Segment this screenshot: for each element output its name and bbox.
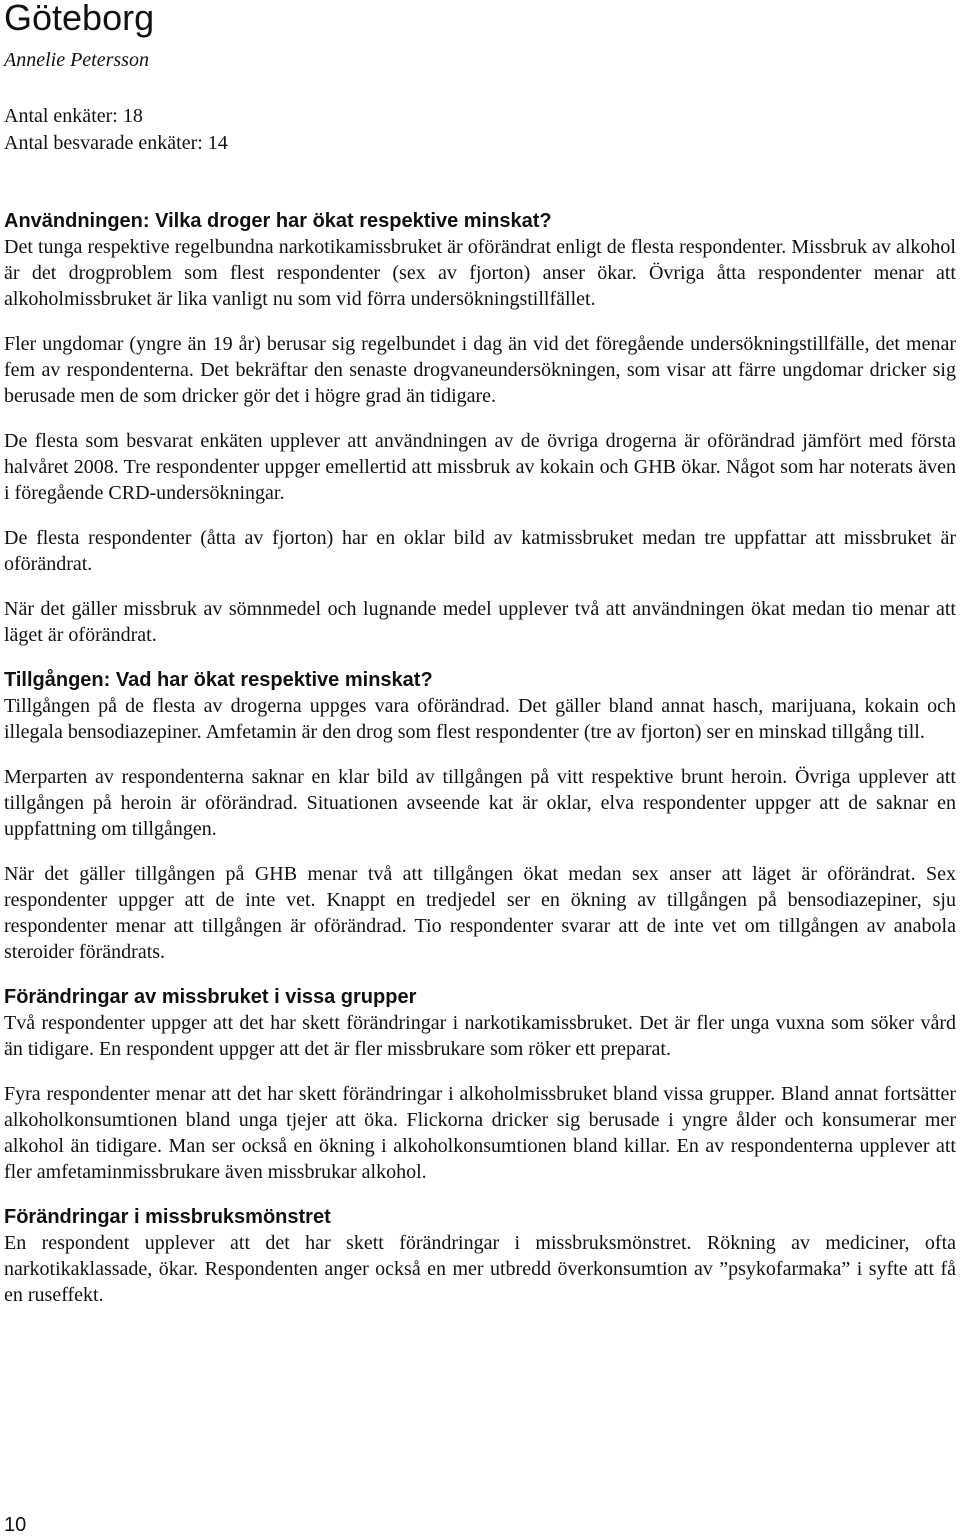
section-heading-group-changes: Förändringar av missbruket i vissa grupper [4, 986, 417, 1008]
paragraph: Två respondenter uppger att det har skett förändringar i narkotikamissbruket. Det är fler unga vuxna som söker vård än tidigare. En respondent uppger att det är fler missbrukare som röker ett preparat. [4, 1012, 956, 1060]
paragraph: De flesta som besvarat enkäten upplever att användningen av de övriga drogerna är oförändrad jämfört med första halvåret 2008. Tre respondenter uppger emellertid att missbruk av kokain och GHB ökar. Något som har noterats även i föregående CRD-undersökningar. [4, 430, 956, 504]
document-body [4, 208, 956, 1327]
paragraph: Fler ungdomar (yngre än 19 år) berusar sig regelbundet i dag än vid det föregående undersökningstillfälle, det menar fem av respondenterna. Det bekräftar den senaste drogvaneundersökningen, som visar att färre ungdomar dricker sig berusade men de som dricker gör det i högre grad än tidigare. [4, 333, 956, 407]
paragraph: När det gäller missbruk av sömnmedel och lugnande medel upplever två att användningen ökat medan tio menar att läget är oförändrat. [4, 598, 956, 646]
author-name: Annelie Petersson [4, 49, 149, 71]
section-heading-pattern-changes: Förändringar i missbruksmönstret [4, 1206, 331, 1228]
paragraph: Fyra respondenter menar att det har skett förändringar i alkoholmissbruket bland vissa grupper. Bland annat fortsätter alkoholkonsumtionen bland unga tjejer att öka. Flickorna dricker sig berusade i yngre ålder och konsumerar mer alkohol än tidigare. Man ser också en ökning i alkoholkonsumtionen bland killar. En av respondenterna upplever att fler amfetaminmissbrukare även missbrukar alkohol. [4, 1083, 956, 1183]
answered-count: Antal besvarade enkäter: 14 [4, 132, 228, 154]
survey-stats [4, 103, 228, 157]
paragraph: Merparten av respondenterna saknar en klar bild av tillgången på vitt respektive brunt heroin. Övriga upplever att tillgången på heroin är oförändrad. Situationen avseende kat är oklar, elva respondenter uppger att de saknar en uppfattning om tillgången. [4, 766, 956, 840]
paragraph: Tillgången på de flesta av drogerna uppges vara oförändrad. Det gäller bland annat hasch, marijuana, kokain och illegala bensodiazepiner. Amfetamin är den drog som flest respondenter (tre av fjorton) ser en minskad tillgång till. [4, 695, 956, 743]
section-heading-availability: Tillgången: Vad har ökat respektive minskat? [4, 669, 433, 691]
paragraph: De flesta respondenter (åtta av fjorton) har en oklar bild av katmissbruket medan tre uppfattar att missbruket är oförändrat. [4, 527, 956, 575]
page-title: Göteborg [4, 0, 155, 38]
paragraph: När det gäller tillgången på GHB menar två att tillgången ökat medan sex anser att läget är oförändrat. Sex respondenter uppger att de inte vet. Knappt en tredjedel ser en ökning av tillgången på bensodiazepiner, sju respondenter menar att tillgången är oförändrad. Tio respondenter svarar att de inte vet om tillgången av anabola steroider förändrats. [4, 863, 956, 963]
page-number: 10 [4, 1514, 27, 1536]
paragraph: En respondent upplever att det har skett förändringar i missbruksmönstret. Rökning av mediciner, ofta narkotikaklassade, ökar. Respondenten anger också en mer utbredd överkonsumtion av ”psykofarmaka” i syfte att få en ruseffekt. [4, 1232, 956, 1306]
survey-count: Antal enkäter: 18 [4, 105, 143, 127]
paragraph: Det tunga respektive regelbundna narkotikamissbruket är oförändrat enligt de flesta respondenter. Missbruk av alkohol är det drogproblem som flest respondenter (sex av fjorton) anser ökar. Övriga åtta respondenter menar att alkoholmissbruket är lika vanligt nu som vid förra undersökningstillfället. [4, 236, 956, 310]
section-heading-usage: Användningen: Vilka droger har ökat respektive minskat? [4, 210, 552, 232]
